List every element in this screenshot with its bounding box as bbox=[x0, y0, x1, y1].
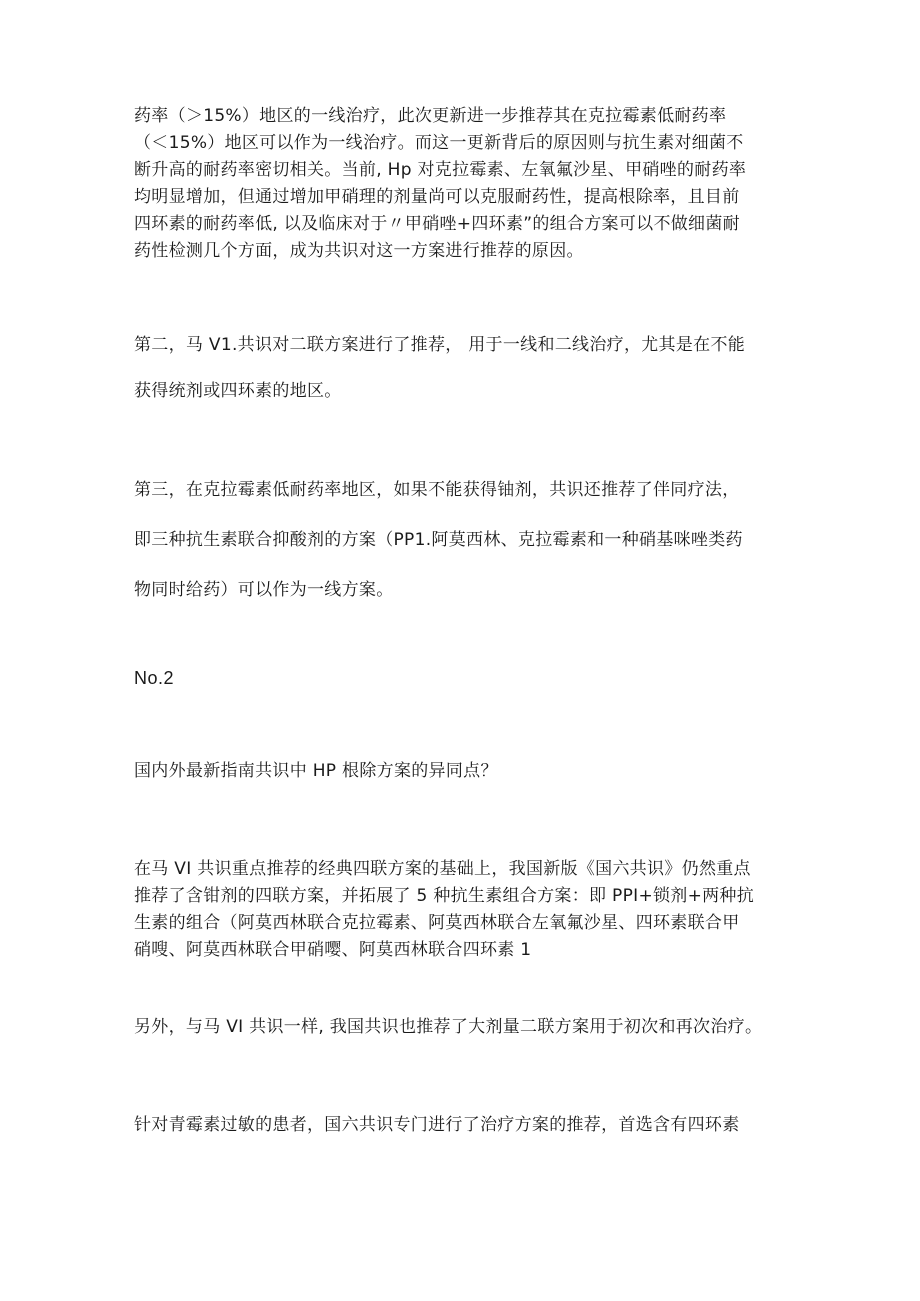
text-line: 硝嗖、阿莫西林联合甲硝嘤、阿莫西林联合四环素 1 bbox=[134, 940, 532, 960]
text-line: 物同时给药）可以作为一线方案。 bbox=[134, 580, 394, 600]
paragraph-penicillin-allergy bbox=[134, 1110, 794, 1140]
paragraph-resistance-background bbox=[134, 103, 794, 265]
section-question-text: 国内外最新指南共识中 HP 根除方案的异同点？ bbox=[134, 761, 498, 781]
text-line: 第二，马 V1.共识对二联方案进行了推荐， 用于一线和二线治疗，尤其是在不能 bbox=[134, 335, 746, 355]
text-line: 药性检测几个方面，成为共识对这一方案进行推荐的原因。 bbox=[134, 241, 584, 261]
paragraph-second-point bbox=[134, 322, 794, 414]
text-line: 获得统剂或四环素的地区。 bbox=[134, 381, 342, 401]
text-line: （＜15%）地区可以作为一线治疗。而这一更新背后的原因则与抗生素对细菌不 bbox=[134, 133, 744, 153]
text-line: 药率（＞15%）地区的一线治疗，此次更新进一步推荐其在克拉霉素低耐药率 bbox=[134, 106, 727, 126]
text-line: 四环素的耐药率低, 以及临床对于〃甲硝唑+四环素”的组合方案可以不做细菌耐 bbox=[134, 214, 740, 234]
paragraph-china-consensus bbox=[134, 856, 794, 964]
paragraph-third-point bbox=[134, 465, 794, 615]
text-line: 生素的组合（阿莫西林联合克拉霉素、阿莫西林联合左氧氟沙星、四环素联合甲 bbox=[134, 913, 740, 933]
text-line: 断升高的耐药率密切相关。当前, Hp 对克拉霉素、左氧氟沙星、甲硝唑的耐药率 bbox=[134, 160, 747, 180]
text-line: 另外，与马 VI 共识一样, 我国共识也推荐了大剂量二联方案用于初次和再次治疗。 bbox=[134, 1017, 763, 1037]
text-line: 针对青霉素过敏的患者，国六共识专门进行了治疗方案的推荐，首选含有四环素 bbox=[134, 1115, 740, 1135]
paragraph-dual-therapy bbox=[134, 1012, 794, 1042]
text-line: 推荐了含钳剂的四联方案，并拓展了 5 种抗生素组合方案：即 PPI+锁剂+两种抗 bbox=[134, 886, 755, 906]
text-line: 即三种抗生素联合抑酸剂的方案（PP1.阿莫西林、克拉霉素和一种硝基咪唑类药 bbox=[134, 530, 743, 550]
section-number-text: No.2 bbox=[134, 668, 175, 688]
section-question bbox=[134, 756, 794, 786]
text-line: 在马 VI 共识重点推荐的经典四联方案的基础上，我国新版《国六共识》仍然重点 bbox=[134, 859, 751, 879]
text-line: 第三，在克拉霉素低耐药率地区，如果不能获得铀剂，共识还推荐了伴同疗法， bbox=[134, 480, 740, 500]
text-line: 均明显增加，但通过增加甲硝理的剂量尚可以克服耐药性，提高根除率，且目前 bbox=[134, 187, 740, 207]
section-number bbox=[134, 663, 794, 693]
